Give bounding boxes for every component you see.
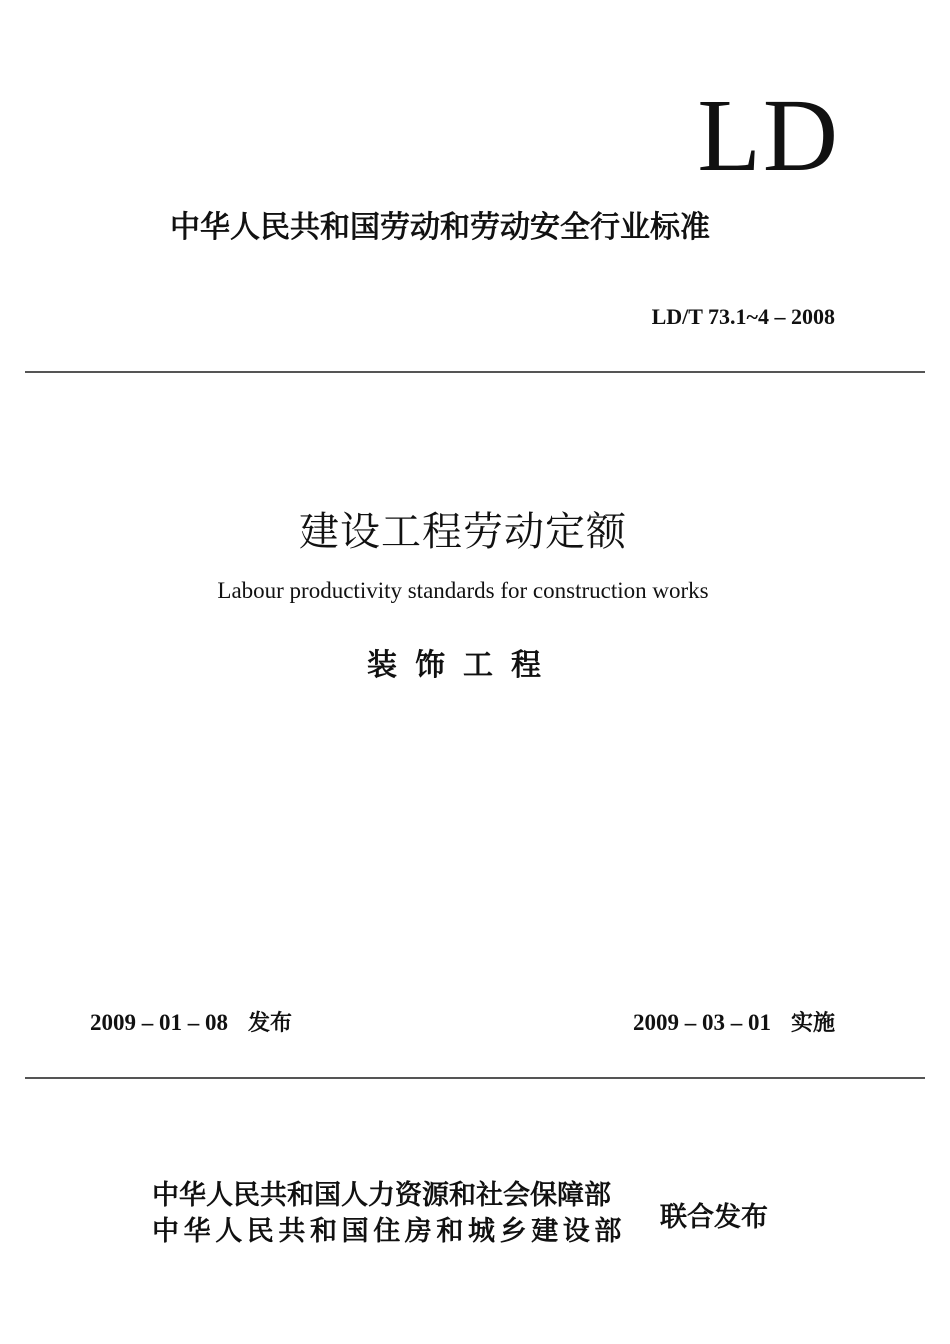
bottom-divider <box>25 1077 925 1079</box>
issue-date-row <box>90 1006 292 1037</box>
publisher-2: 中华人民共和国住房和城乡建设部 <box>152 1216 626 1247</box>
standard-mark: LD <box>697 78 840 193</box>
top-divider <box>25 371 925 373</box>
document-title-english: Labour productivity standards for construction works <box>217 578 709 603</box>
effective-date: 2009 – 03 – 01 <box>632 1010 771 1035</box>
effective-label: 实施 <box>790 1011 835 1036</box>
standard-code: LD/T 73.1~4 – 2008 <box>651 304 835 329</box>
industry-standard-title: 中华人民共和国劳动和劳动安全行业标准 <box>170 210 710 245</box>
issue-date: 2009 – 01 – 08 <box>90 1010 228 1035</box>
publisher-1: 中华人民共和国人力资源和社会保障部 <box>152 1180 611 1211</box>
issue-label: 发布 <box>248 1011 293 1036</box>
document-part-title: 装饰工程 <box>367 648 559 683</box>
document-title-chinese: 建设工程劳动定额 <box>299 509 627 555</box>
effective-date-row <box>633 1006 835 1037</box>
publishers-block <box>152 1178 626 1250</box>
joint-publish-label: 联合发布 <box>660 1202 768 1233</box>
